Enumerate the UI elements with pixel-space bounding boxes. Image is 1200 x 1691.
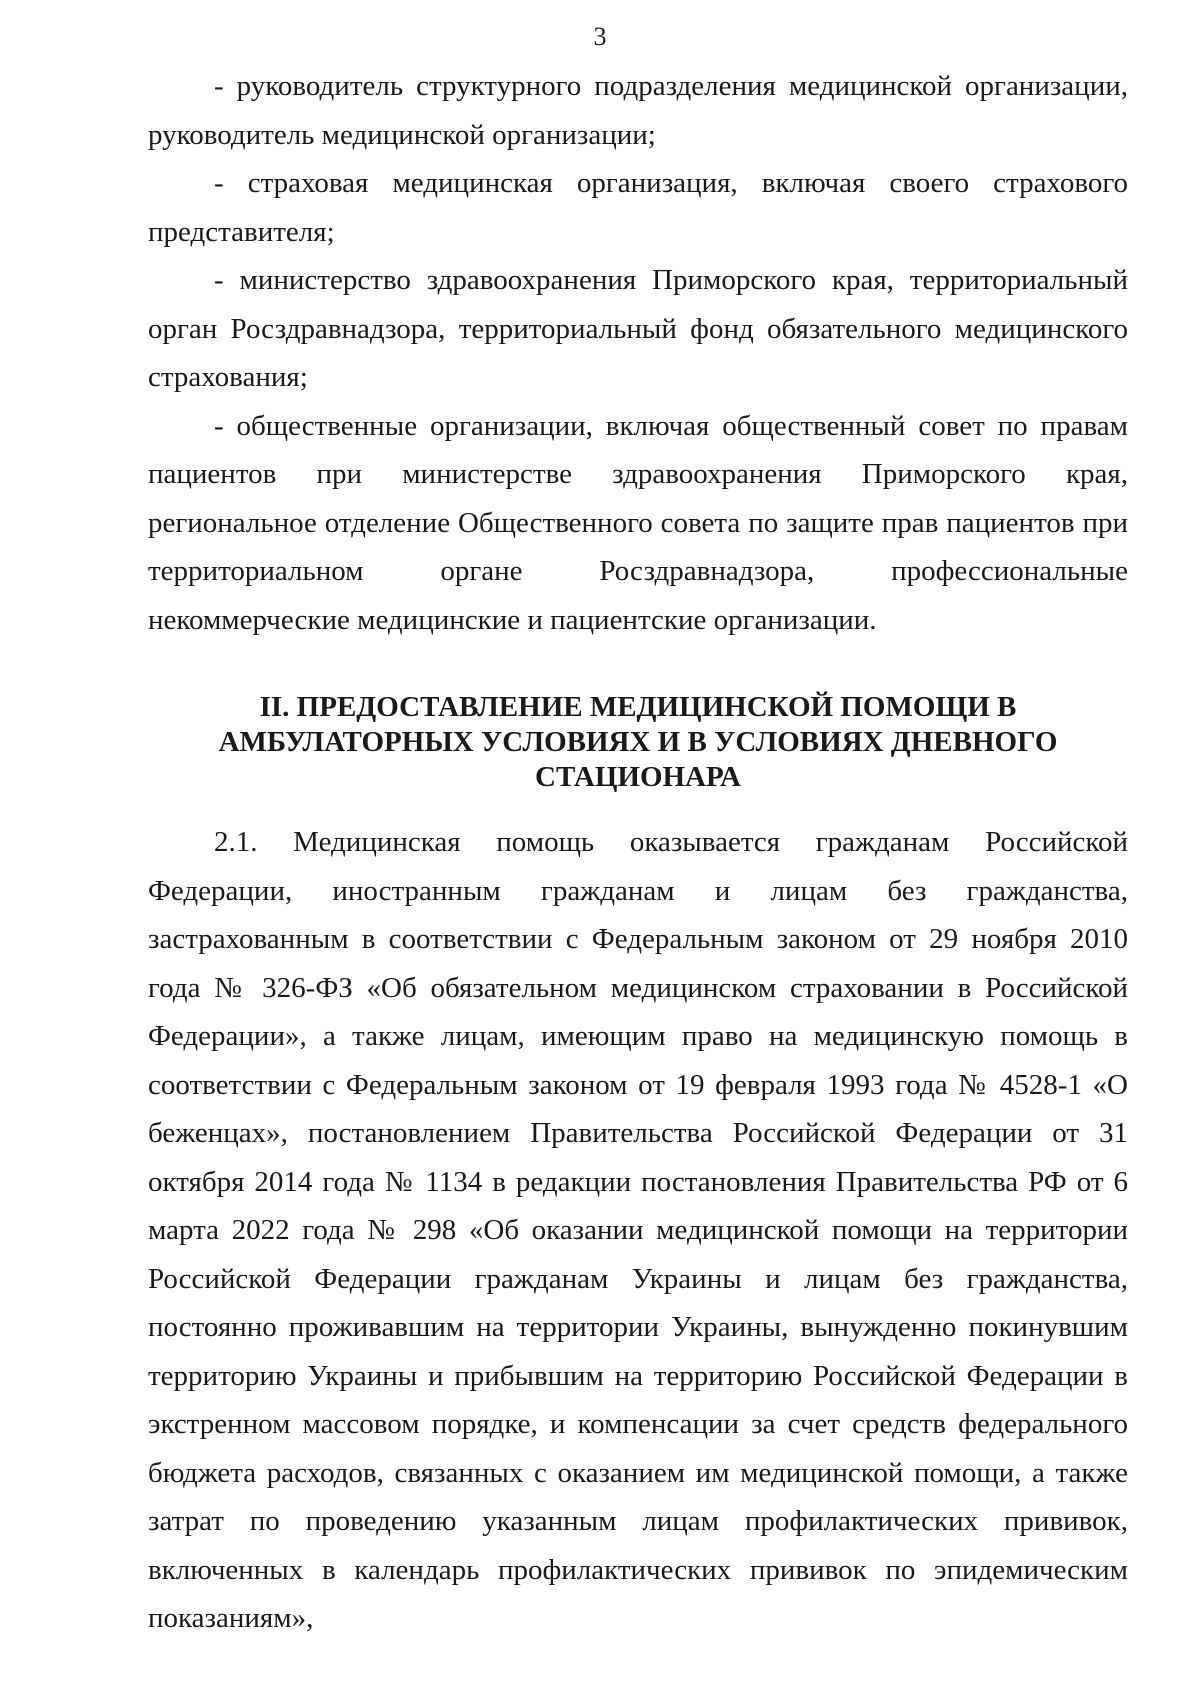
list-item: - страховая медицинская организация, включая своего страхового представителя; bbox=[148, 167, 1128, 248]
paragraph-2-1: 2.1. Медицинская помощь оказывается гражданам Российской Федерации, иностранным гражданам и лицам без гражданства, застрахованным в соответствии с Федеральным законом от 29 ноября 2010 года № 326-ФЗ «Об обязательном медицинском страховании в Российской Федерации», а также лицам, имеющим право на медицинскую помощь в соответствии с Федеральным законом от 19 февраля 1993 года № 4528-1 «О беженцах», постановлением Правительства Российской Федерации от 31 октября 2014 года № 1134 в редакции постановления Правительства РФ от 6 марта 2022 года № 298 «Об оказании медицинской помощи на территории Российской Федерации гражданам Украины и лицам без гражданства, постоянно проживавшим на территории Украины, вынужденно покинувшим территорию Украины и прибывшим на территорию Российской Федерации в экстренном массовом порядке, и компенсации за счет средств федерального бюджета расходов, связанных с оказанием им медицинской помощи, а также затрат по проведению указанным лицам профилактических прививок, включенных в календарь профилактических прививок по эпидемическим показаниям», bbox=[148, 826, 1128, 1634]
section-heading bbox=[148, 690, 1128, 795]
list-item: - министерство здравоохранения Приморского края, территориальный орган Росздравнадзора, территориальный фонд обязательного медицинского страхования; bbox=[148, 264, 1128, 393]
participants-list bbox=[148, 62, 1128, 644]
list-item: - руководитель структурного подразделения медицинской организации, руководитель медицинской организации; bbox=[148, 70, 1128, 151]
section-heading-line: АМБУЛАТОРНЫХ УСЛОВИЯХ И В УСЛОВИЯХ ДНЕВНОГО bbox=[218, 726, 1058, 758]
list-item: - общественные организации, включая общественный совет по правам пациентов при министерстве здравоохранения Приморского края, региональное отделение Общественного совета по защите прав пациентов при территориальном органе Росздравнадзора, профессиональные некоммерческие медицинские и пациентские организации. bbox=[148, 409, 1128, 636]
section-heading-line: II. ПРЕДОСТАВЛЕНИЕ МЕДИЦИНСКОЙ ПОМОЩИ В bbox=[259, 691, 1017, 723]
page-number: 3 bbox=[593, 22, 607, 51]
section-heading-line: СТАЦИОНАРА bbox=[535, 761, 741, 793]
section-body bbox=[148, 818, 1128, 1643]
